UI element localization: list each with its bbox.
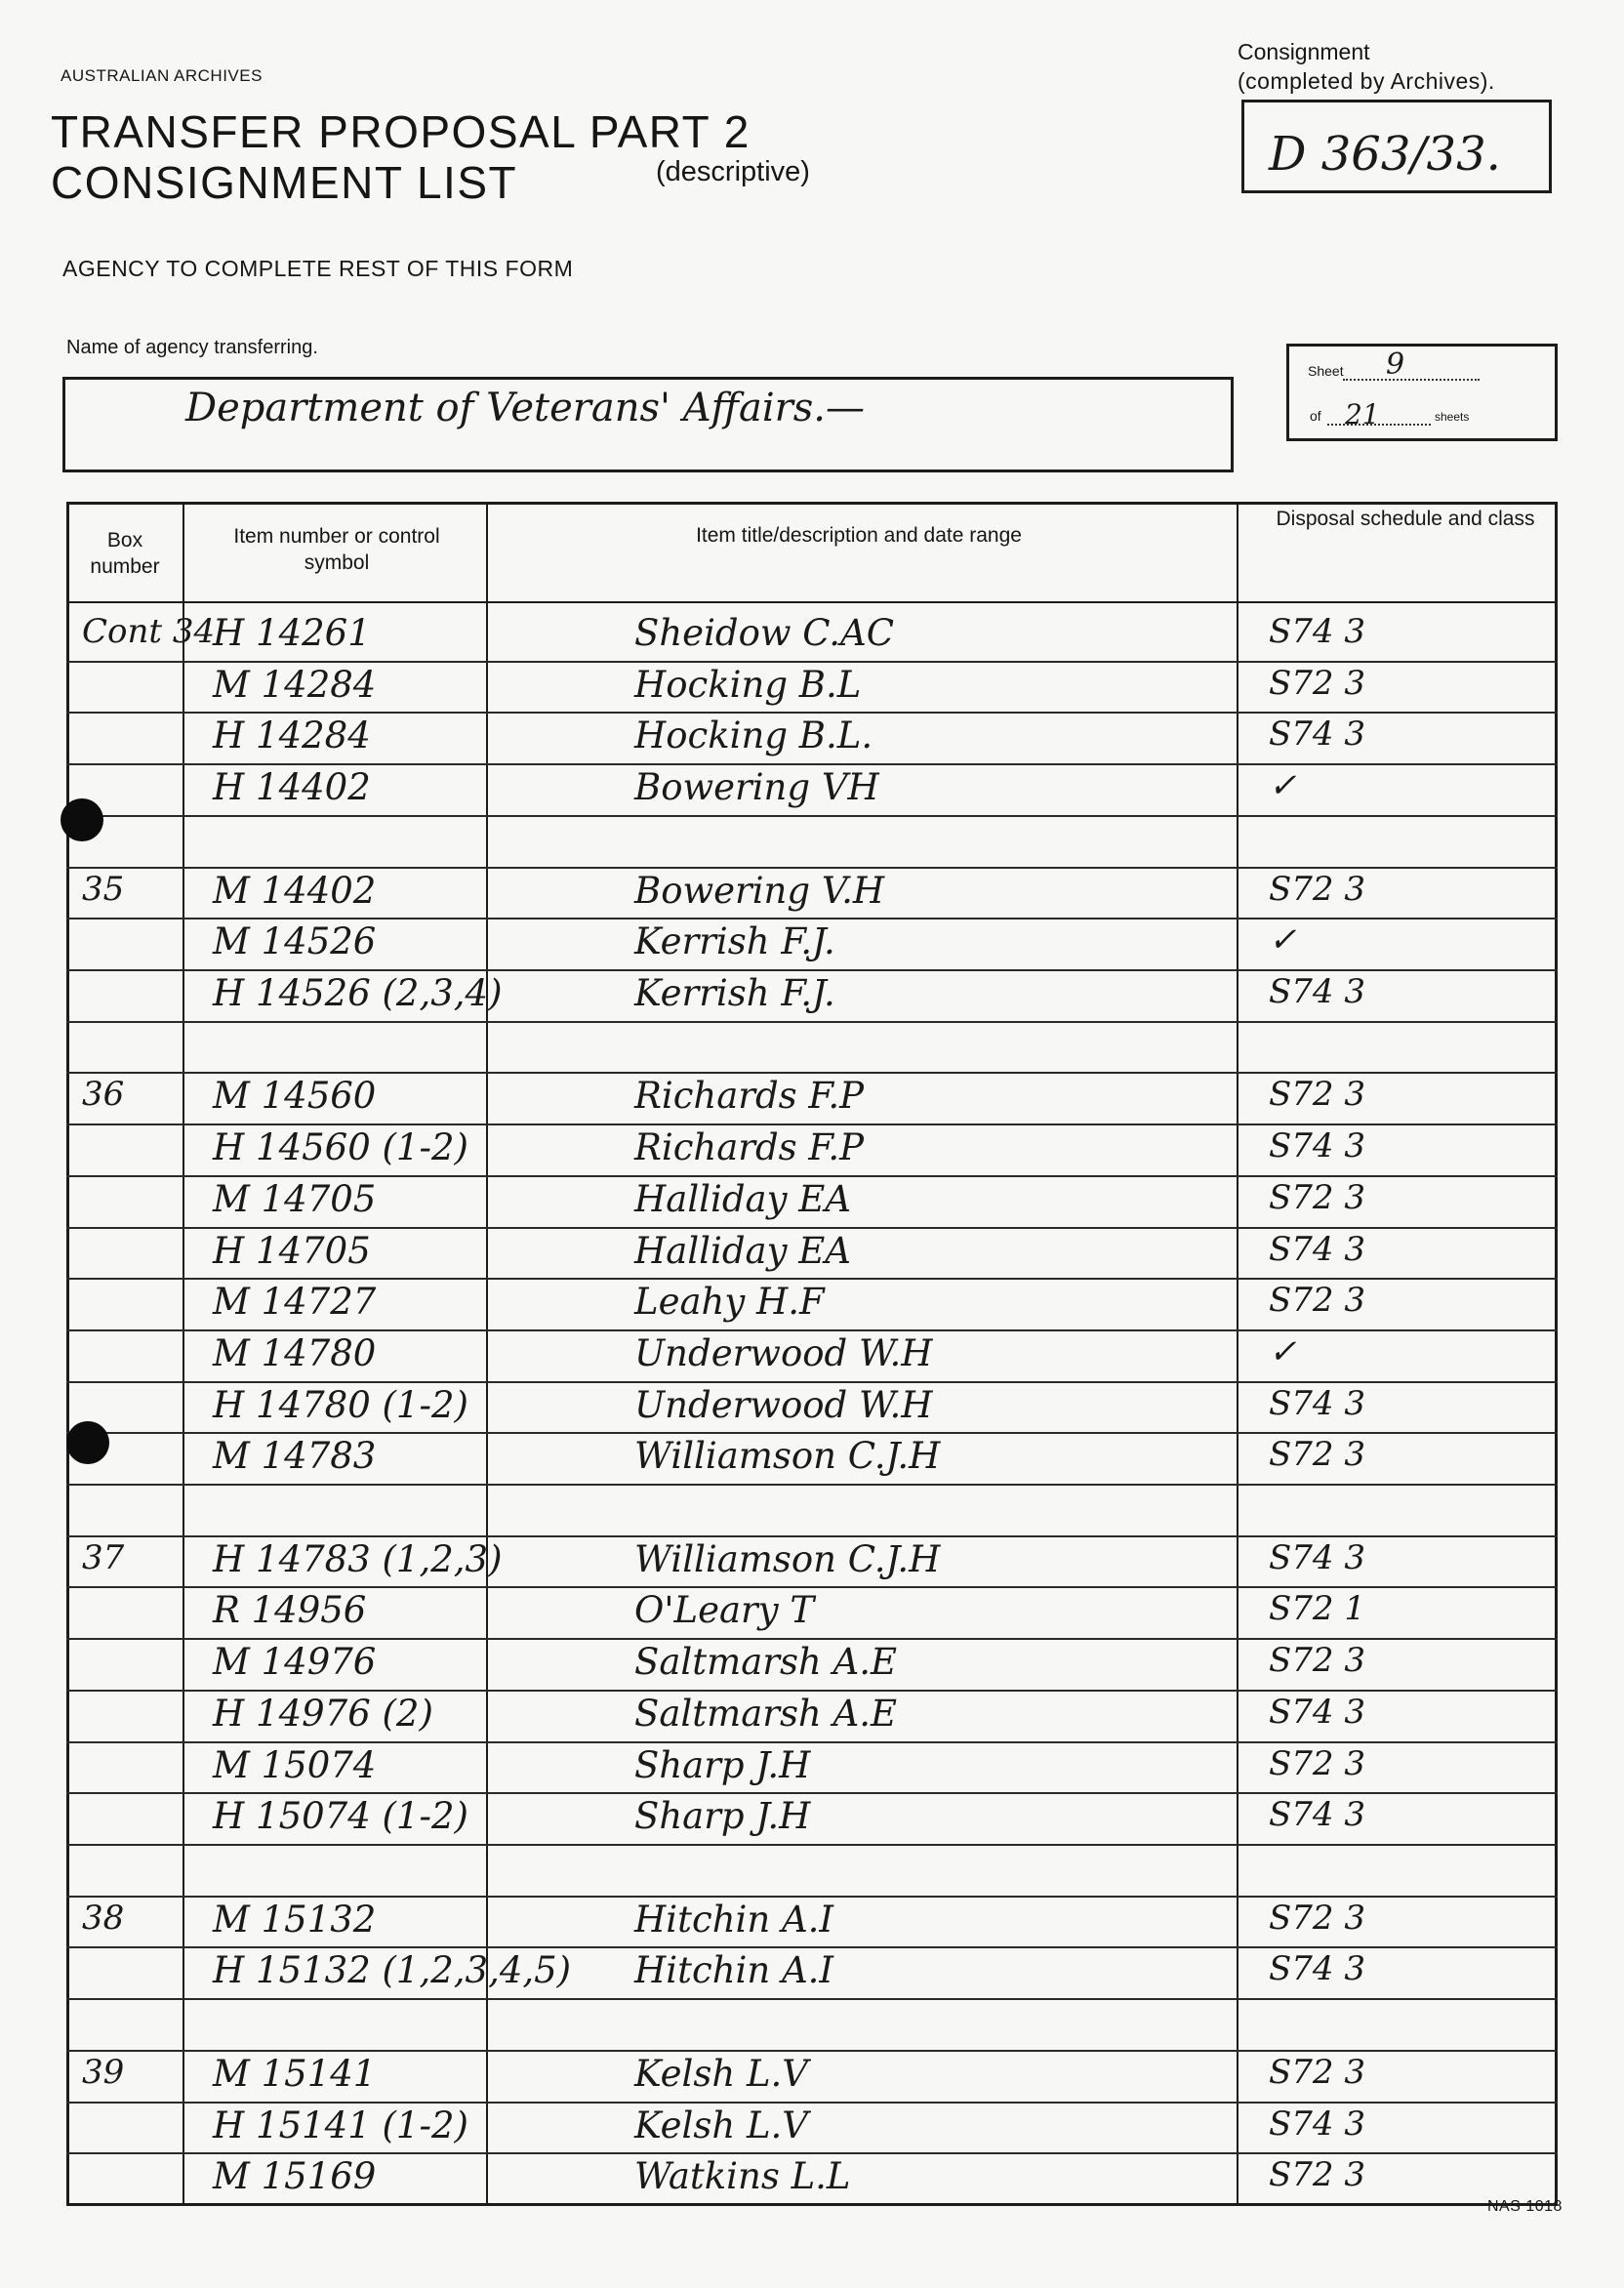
- punch-hole-top: [61, 798, 103, 841]
- box-number: 38: [82, 1898, 125, 1938]
- item-number: M 14783: [213, 1435, 377, 1478]
- item-title: Kerrish F.J.: [634, 971, 835, 1014]
- item-title: Kerrish F.J.: [634, 920, 835, 963]
- disposal-class: S72 3: [1269, 1281, 1365, 1321]
- disposal-class: S74 3: [1269, 612, 1365, 651]
- row-divider: [66, 763, 1558, 765]
- item-number: H 15132 (1,2,3,4,5): [213, 1949, 572, 1992]
- item-title: Saltmarsh A.E: [634, 1641, 898, 1684]
- item-title: O'Leary T: [634, 1589, 815, 1632]
- disposal-class: S74 3: [1269, 971, 1365, 1011]
- agency-instruction: AGENCY TO COMPLETE REST OF THIS FORM: [62, 256, 574, 281]
- disposal-class: S74 3: [1269, 1126, 1365, 1166]
- item-number: M 14976: [213, 1641, 377, 1684]
- item-title: Hocking B.L.: [634, 715, 873, 757]
- disposal-class: S74 3: [1269, 2104, 1365, 2144]
- header-divider: [66, 601, 1558, 603]
- disposal-class: S74 3: [1269, 1692, 1365, 1732]
- disposal-class: S72 3: [1269, 1177, 1365, 1217]
- disposal-class: S72 3: [1269, 1435, 1365, 1475]
- row-divider: [66, 1021, 1558, 1023]
- disposal-class: S74 3: [1269, 1537, 1365, 1577]
- item-title: Kelsh L.V: [634, 2052, 809, 2095]
- item-title: Sharp J.H: [634, 1795, 811, 1838]
- item-number: M 14727: [213, 1281, 377, 1324]
- disposal-class: ✓: [1269, 766, 1297, 806]
- item-title: Bowering VH: [634, 766, 879, 809]
- sheet-dotted-line: [1343, 379, 1480, 381]
- item-title: Hitchin A.I: [634, 1949, 834, 1992]
- total-sheets: 21: [1345, 398, 1380, 430]
- row-divider: [66, 1329, 1558, 1331]
- disposal-class: S74 3: [1269, 715, 1365, 755]
- item-number: H 14261: [213, 612, 371, 654]
- row-divider: [66, 1432, 1558, 1434]
- item-number: M 14402: [213, 869, 377, 912]
- item-title: Richards F.P: [634, 1126, 864, 1169]
- consignment-label: Consignment: [1238, 39, 1370, 64]
- row-divider: [66, 2050, 1558, 2052]
- item-title: Bowering V.H: [634, 869, 885, 912]
- disposal-class: S72 3: [1269, 1075, 1365, 1115]
- disposal-class: S74 3: [1269, 1383, 1365, 1423]
- item-number: H 14783 (1,2,3): [213, 1537, 503, 1580]
- row-divider: [66, 1586, 1558, 1588]
- item-title: Underwood W.H: [634, 1331, 933, 1374]
- row-divider: [66, 712, 1558, 714]
- agency-name-label: Name of agency transferring.: [66, 337, 318, 358]
- disposal-class: S72 3: [1269, 869, 1365, 909]
- item-number: H 14526 (2,3,4): [213, 971, 503, 1014]
- item-title: Williamson C.J.H: [634, 1435, 941, 1478]
- item-title: Halliday EA: [634, 1177, 851, 1220]
- box-number: 37: [82, 1537, 125, 1577]
- item-number: M 15169: [213, 2155, 377, 2198]
- row-divider: [66, 1124, 1558, 1125]
- item-title: Kelsh L.V: [634, 2104, 809, 2146]
- row-divider: [66, 661, 1558, 663]
- item-title: Hitchin A.I: [634, 1898, 834, 1941]
- item-number: M 15074: [213, 1743, 377, 1786]
- item-number: M 14780: [213, 1331, 377, 1374]
- item-title: Underwood W.H: [634, 1383, 933, 1426]
- of-label: of: [1310, 408, 1321, 424]
- disposal-class: S72 3: [1269, 663, 1365, 703]
- disposal-class: S72 3: [1269, 1898, 1365, 1938]
- punch-hole-bottom: [66, 1421, 109, 1464]
- disposal-class: S72 3: [1269, 2155, 1365, 2195]
- row-divider: [66, 1946, 1558, 1948]
- item-number: H 14284: [213, 715, 371, 757]
- item-number: M 14560: [213, 1075, 377, 1118]
- sheet-number: 9: [1386, 347, 1405, 382]
- item-title: Halliday EA: [634, 1229, 851, 1272]
- item-number: H 14705: [213, 1229, 371, 1272]
- row-divider: [66, 969, 1558, 971]
- item-number: M 14705: [213, 1177, 377, 1220]
- row-divider: [66, 1844, 1558, 1846]
- column-header-title: Item title/description and date range: [696, 524, 1022, 547]
- box-number: 39: [82, 2052, 125, 2092]
- column-divider-box: [183, 502, 184, 2206]
- disposal-class: S74 3: [1269, 1795, 1365, 1835]
- column-header-disposal: Disposal schedule and class: [1276, 508, 1535, 530]
- item-number: H 14560 (1-2): [213, 1126, 468, 1169]
- column-header-box: Box number: [90, 529, 160, 578]
- disposal-class: ✓: [1269, 1331, 1297, 1371]
- row-divider: [66, 1278, 1558, 1280]
- column-divider-title: [1237, 502, 1238, 2206]
- sheet-box: [1286, 344, 1558, 441]
- row-divider: [66, 815, 1558, 817]
- item-number: H 14976 (2): [213, 1692, 433, 1735]
- item-number: M 14284: [213, 663, 377, 706]
- sheets-label: sheets: [1435, 410, 1470, 424]
- item-title: Watkins L.L: [634, 2155, 851, 2198]
- row-divider: [66, 2152, 1558, 2154]
- disposal-class: S74 3: [1269, 1949, 1365, 1989]
- column-header-item: Item number or control symbol: [233, 525, 440, 574]
- item-title: Hocking B.L: [634, 663, 862, 706]
- box-number: Cont 34: [82, 612, 216, 651]
- row-divider: [66, 1484, 1558, 1486]
- item-title: Williamson C.J.H: [634, 1537, 941, 1580]
- disposal-class: S72 3: [1269, 1641, 1365, 1681]
- item-number: M 15132: [213, 1898, 377, 1941]
- disposal-class: S74 3: [1269, 1229, 1365, 1269]
- consignment-number: D 363/33.: [1269, 127, 1501, 182]
- form-title-line1: TRANSFER PROPOSAL PART 2: [51, 106, 751, 157]
- disposal-class: S72 3: [1269, 1743, 1365, 1783]
- item-number: H 14402: [213, 766, 371, 809]
- item-title: Leahy H.F: [634, 1281, 825, 1324]
- row-divider: [66, 1896, 1558, 1898]
- disposal-class: S72 1: [1269, 1589, 1365, 1629]
- row-divider: [66, 1998, 1558, 2000]
- row-divider: [66, 1535, 1558, 1537]
- row-divider: [66, 1792, 1558, 1794]
- item-number: H 14780 (1-2): [213, 1383, 468, 1426]
- row-divider: [66, 1638, 1558, 1640]
- item-title: Sheidow C.AC: [634, 612, 895, 654]
- disposal-class: S72 3: [1269, 2052, 1365, 2092]
- item-number: R 14956: [213, 1589, 367, 1632]
- form-title-line2: CONSIGNMENT LIST: [51, 157, 518, 208]
- disposal-class: ✓: [1269, 920, 1297, 960]
- item-title: Sharp J.H: [634, 1743, 811, 1786]
- item-title: Richards F.P: [634, 1075, 864, 1118]
- item-number: H 15074 (1-2): [213, 1795, 468, 1838]
- box-number: 35: [82, 869, 125, 909]
- archives-name: AUSTRALIAN ARCHIVES: [61, 66, 263, 85]
- form-subtitle: (descriptive): [656, 156, 810, 187]
- consignment-sublabel: (completed by Archives).: [1238, 68, 1495, 94]
- row-divider: [66, 918, 1558, 919]
- row-divider: [66, 1072, 1558, 1074]
- agency-name-value: Department of Veterans' Affairs.—: [185, 386, 865, 430]
- item-number: H 15141 (1-2): [213, 2104, 468, 2146]
- item-number: M 14526: [213, 920, 377, 963]
- form-code: NAS 1018: [1487, 2198, 1563, 2215]
- sheet-label: Sheet: [1308, 363, 1344, 379]
- row-divider: [66, 1175, 1558, 1177]
- item-number: M 15141: [213, 2052, 377, 2095]
- item-title: Saltmarsh A.E: [634, 1692, 898, 1735]
- box-number: 36: [82, 1075, 125, 1115]
- row-divider: [66, 1690, 1558, 1692]
